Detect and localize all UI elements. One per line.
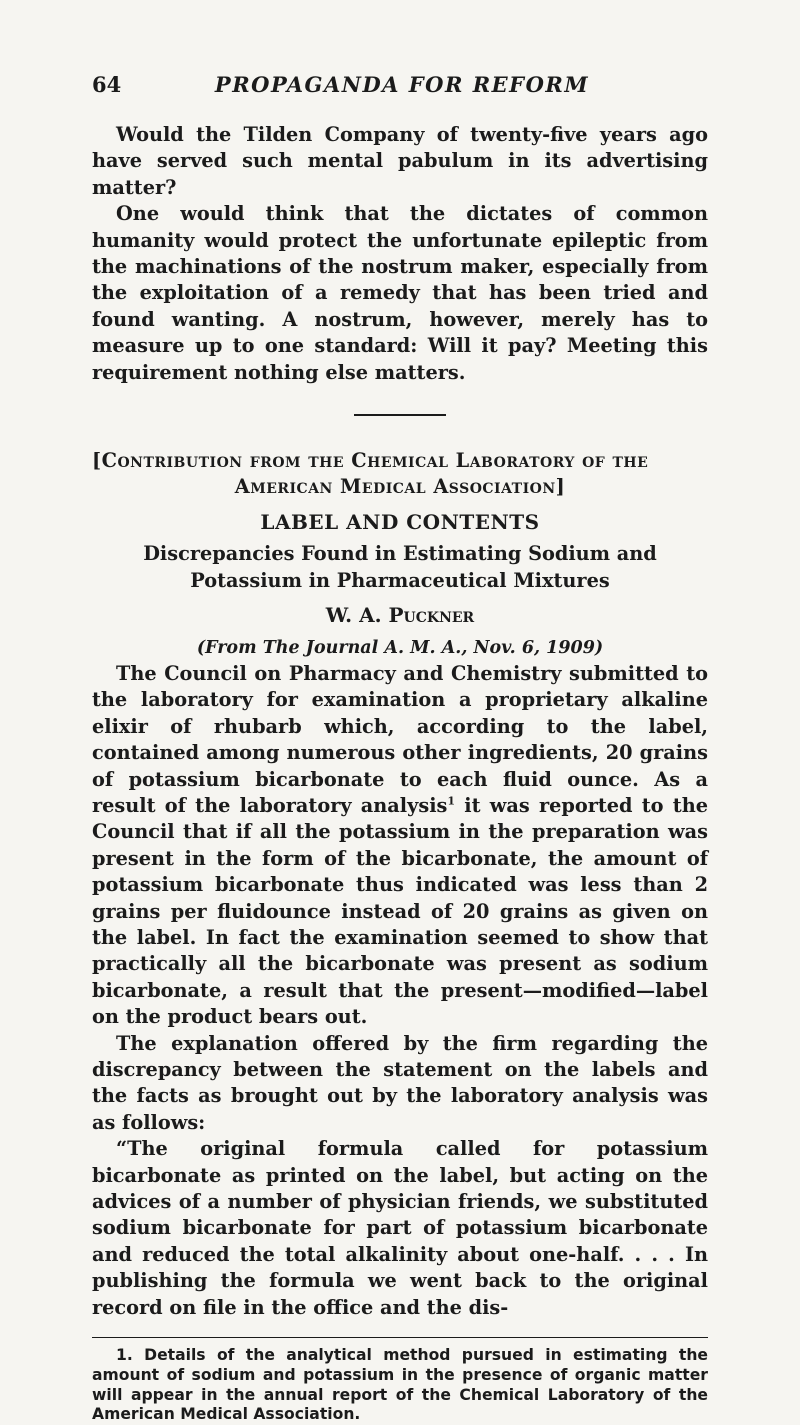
paragraph-tilden: Would the Tilden Company of twenty-five years ago have served such mental pabulum in its advertising matter? (92, 123, 708, 199)
paragraph-nostrum: One would think that the dictates of common humanity would protect the unfortunate epileptic from the machinations of the nostrum maker, especially from the exploitation of a remedy that has been tried and found wanting. A nostrum, however, merely has to measure up to one standard: Will it pay? Meeting this requirement nothing else matters. (92, 202, 708, 384)
paragraph-quotation: “The original formula called for potassium bicarbonate as printed on the label, but acting on the advices of a number of physician friends, we substituted sodium bicarbonate for part of potassium bicarbonate and reduced the total alkalinity about one-half. . . . In publishing the formula we went back to the original record on file in the office and the dis- (92, 1137, 708, 1319)
footnote-marker: 1 (447, 794, 456, 808)
article-source: (From The Journal A. M. A., Nov. 6, 1909) (196, 637, 604, 658)
article-title: LABEL AND CONTENTS (260, 509, 540, 534)
contribution-line-1: [Contribution from the Chemical Laboratory of the (92, 449, 649, 473)
paragraph-council-part-1: The Council on Pharmacy and Chemistry submitted to the laboratory for examination a proprietary alkaline elixir of rhubarb which, according to the label, contained among numerous other ingredients, 20 grains of potassium bicarbonate to each fluid ounce. As a result of the laboratory analysis (92, 661, 708, 817)
article-author: W. A. Puckner (325, 603, 475, 628)
contribution-line-2: American Medical Association] (234, 475, 566, 499)
running-title: PROPAGANDA FOR REFORM (214, 72, 590, 97)
contribution-note (92, 448, 708, 501)
paragraph-explanation: The explanation offered by the firm regarding the discrepancy between the statement on the labels and the facts as brought out by the laboratory analysis was as follows: (92, 1031, 708, 1134)
page-number: 64 (92, 72, 122, 97)
section-divider (354, 414, 446, 416)
footnote (92, 1346, 708, 1425)
footnote-text: 1. Details of the analytical method pursued in estimating the amount of sodium and potassium in the presence of organic matter will appear in the annual report of the Chemical Laboratory of the American Medical Association. (92, 1346, 708, 1424)
page-body (92, 122, 708, 1425)
footnote-rule (92, 1337, 708, 1338)
paragraph-council (92, 661, 708, 1031)
page-header (92, 72, 712, 106)
article-subtitle: Discrepancies Found in Estimating Sodium and Potassium in Pharmaceutical Mixtures (143, 542, 657, 592)
paragraph-council-part-2: it was reported to the Council that if all the potassium in the preparation was present in the form of the bicarbonate, the amount of potassium bicarbonate thus indicated was less than 2 grains per fluidounce instead of 20 grains as given on the label. In fact the examination seemed to show that practically all the bicarbonate was present as sodium bicarbonate, a result that the present—modified—label on the product bears out. (92, 793, 708, 1029)
